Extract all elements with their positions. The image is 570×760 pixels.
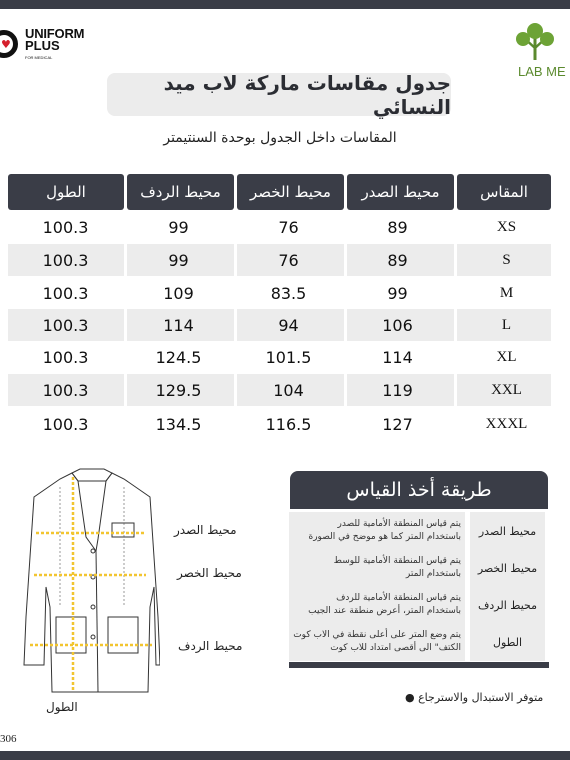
cell-hip: 99 xyxy=(168,217,189,237)
cell-hip: 134.5 xyxy=(155,414,202,434)
cell-waist: 76 xyxy=(278,250,299,270)
cell-length: 100.3 xyxy=(42,380,89,400)
note-text: متوفر الاستبدال والاسترجاع xyxy=(418,691,544,704)
cell-waist: 76 xyxy=(278,217,299,237)
cell-size: XXL xyxy=(491,381,522,398)
jacket-label-length: الطول xyxy=(46,700,78,714)
how-to-row xyxy=(289,623,545,661)
cell-chest: 119 xyxy=(382,380,413,400)
cell-waist: 101.5 xyxy=(265,347,312,367)
tree-icon xyxy=(515,20,570,64)
cell-hip: 124.5 xyxy=(155,347,202,367)
cell-length: 100.3 xyxy=(42,414,89,434)
description-line-2: باستخدام المتر xyxy=(405,569,461,579)
how-to-description xyxy=(289,512,465,550)
description-line-2: الكتف" الى أقصى امتداد للاب كوت xyxy=(330,643,461,653)
how-to-description xyxy=(289,549,465,587)
jacket-label-waist: محيط الخصر xyxy=(177,566,242,580)
cell-chest: 114 xyxy=(382,347,413,367)
cell-chest: 89 xyxy=(387,250,408,270)
description-line-1: يتم قياس المنطقة الأمامية للصدر xyxy=(337,519,461,529)
cell-size: L xyxy=(501,316,512,333)
cell-waist: 116.5 xyxy=(265,414,312,434)
cell-length: 100.3 xyxy=(42,217,89,237)
cell-hip: 129.5 xyxy=(155,380,202,400)
bottom-bar xyxy=(0,751,570,760)
cell-length: 100.3 xyxy=(42,315,89,335)
logo-line2: PLUS xyxy=(25,38,60,53)
heart-icon: ♥ xyxy=(1,38,11,51)
cell-hip: 114 xyxy=(163,315,194,335)
header-hip: محيط الردف xyxy=(127,174,234,210)
cell-waist: 83.5 xyxy=(270,283,307,303)
description-line-1: يتم قياس المنطقة الأمامية للوسط xyxy=(333,556,461,566)
how-to-description xyxy=(289,586,465,624)
description-line-1: يتم وضع المتر على أعلى نقطة في الاب كوت xyxy=(293,630,461,640)
how-to-description xyxy=(289,623,465,661)
cell-chest: 106 xyxy=(382,315,413,335)
how-to-bottom-bar xyxy=(289,662,549,668)
cell-size: XXXL xyxy=(485,415,528,432)
cell-length: 100.3 xyxy=(42,283,89,303)
how-to-row xyxy=(289,586,545,624)
description-line-2: باستخدام المتر، أعرض منطقة عند الجيب xyxy=(308,606,461,616)
cell-size: XS xyxy=(496,218,517,235)
page-title: جدول مقاسات ماركة لاب ميد النسائي xyxy=(107,73,451,116)
cell-chest: 127 xyxy=(382,414,413,434)
cell-size: XL xyxy=(496,348,517,365)
how-to-row xyxy=(289,549,545,587)
cell-chest: 89 xyxy=(387,217,408,237)
cell-size: S xyxy=(502,251,511,268)
cell-length: 100.3 xyxy=(42,347,89,367)
header-waist: محيط الخصر xyxy=(237,174,344,210)
lab-med-label: LAB ME xyxy=(518,64,566,79)
top-bar xyxy=(0,0,570,9)
cell-waist: 94 xyxy=(278,315,299,335)
cell-chest: 99 xyxy=(387,283,408,303)
logo-line3: FOR MEDICAL xyxy=(25,55,53,60)
how-to-measure-name: محيط الخصر xyxy=(470,549,545,587)
description-line-2: باستخدام المتر كما هو موضح في الصورة xyxy=(308,532,461,542)
how-to-measure-name: الطول xyxy=(470,623,545,661)
how-to-measure-name: محيط الصدر xyxy=(470,512,545,550)
how-to-measure-name: محيط الردف xyxy=(470,586,545,624)
logo-line1: UNIFORM xyxy=(25,26,85,41)
bullet-icon: ● xyxy=(405,691,415,704)
units-subtitle: المقاسات داخل الجدول بوحدة السنتيمتر xyxy=(163,130,397,146)
uniform-plus-logo xyxy=(0,26,100,66)
page-number: 306 xyxy=(0,733,17,745)
logo-circle-icon xyxy=(0,30,18,58)
cell-length: 100.3 xyxy=(42,250,89,270)
cell-size: M xyxy=(499,284,514,301)
header-chest: محيط الصدر xyxy=(347,174,454,210)
how-to-measure-title: طريقة أخذ القياس xyxy=(290,471,548,509)
lab-med-logo xyxy=(515,20,570,80)
cell-hip: 109 xyxy=(163,283,194,303)
jacket-label-hip: محيط الردف xyxy=(178,639,243,653)
cell-hip: 99 xyxy=(168,250,189,270)
description-line-1: يتم قياس المنطقة الأمامية للردف xyxy=(336,593,461,603)
lab-coat-diagram xyxy=(20,467,160,697)
how-to-row xyxy=(289,512,545,550)
cell-waist: 104 xyxy=(273,380,304,400)
jacket-label-chest: محيط الصدر xyxy=(174,523,237,537)
exchange-note xyxy=(405,691,543,704)
header-size: المقاس xyxy=(457,174,551,210)
header-length: الطول xyxy=(8,174,124,210)
